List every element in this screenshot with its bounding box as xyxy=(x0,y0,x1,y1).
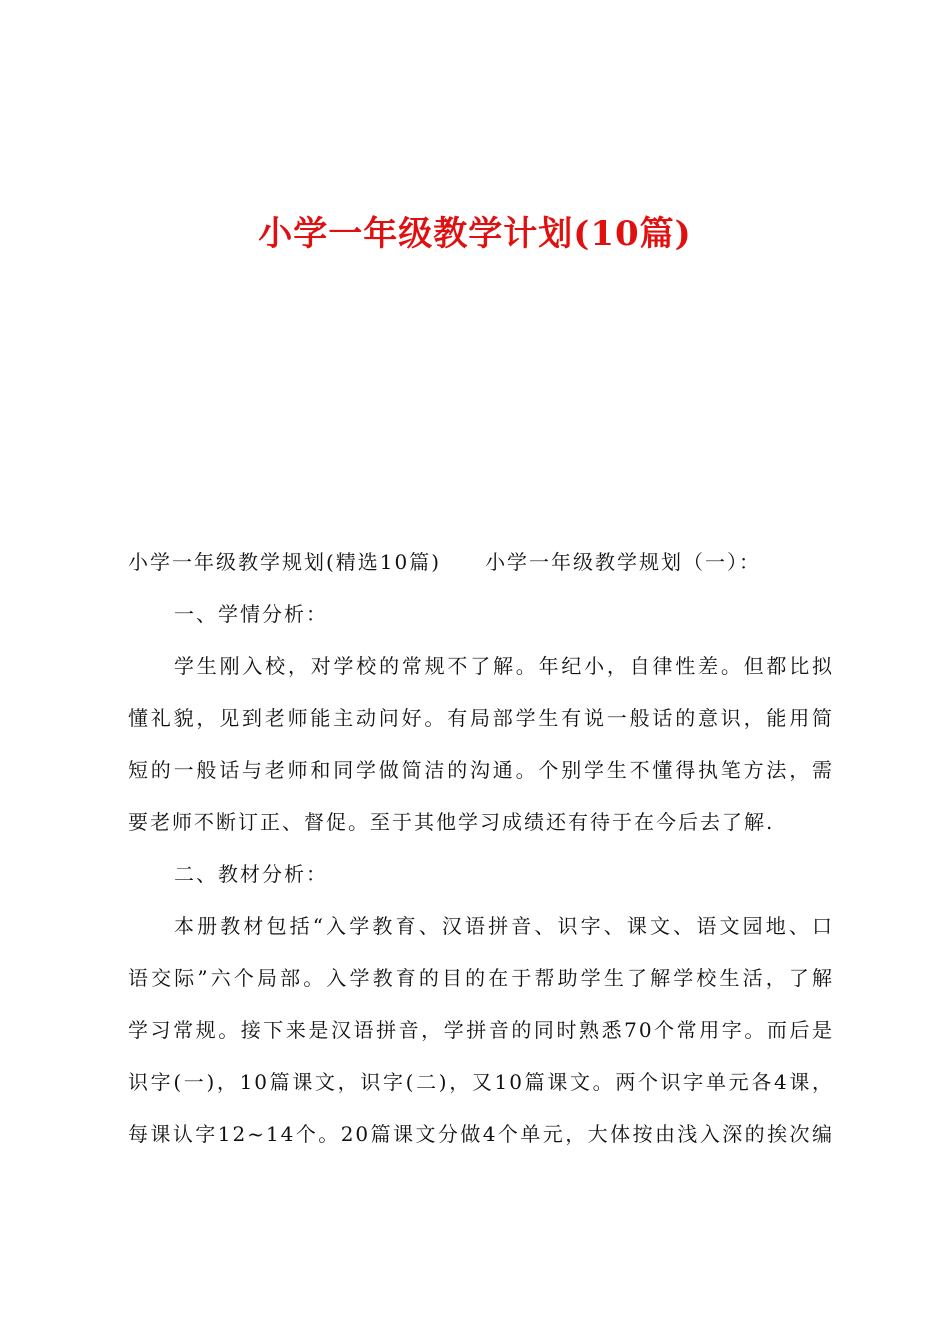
paragraph-line: 学生刚入校，对学校的常规不了解。年纪小，自律性差。但都比拟 xyxy=(174,654,834,678)
paragraph-line: 本册教材包括“入学教育、汉语拼音、识字、课文、语文园地、口 xyxy=(174,914,834,938)
paragraph-line: 语交际”六个局部。入学教育的目的在于帮助学生了解学校生活，了解 xyxy=(128,966,834,990)
paragraph-line: 短的一般话与老师和同学做简洁的沟通。个别学生不懂得执笔方法，需 xyxy=(128,758,834,782)
paragraph-line: 懂礼貌，见到老师能主动问好。有局部学生有说一般话的意识，能用简 xyxy=(128,706,834,730)
section-one-heading: 小学一年级教学规划（一）： xyxy=(485,550,762,574)
document-title: 小学一年级教学计划(10篇) xyxy=(258,214,692,254)
intro-line xyxy=(128,548,834,576)
paragraph-line: 学习常规。接下来是汉语拼音，学拼音的同时熟悉70个常用字。而后是 xyxy=(128,1018,834,1042)
collection-title: 小学一年级教学规划(精选10篇) xyxy=(128,550,442,574)
paragraph-line: 每课认字12~14个。20篇课文分做4个单元，大体按由浅入深的挨次编 xyxy=(128,1122,834,1146)
heading-student-analysis: 一、学情分析： xyxy=(174,602,328,626)
heading-textbook-analysis: 二、教材分析： xyxy=(174,862,328,886)
paragraph-line: 识字(一)，10篇课文，识字(二)，又10篇课文。两个识字单元各4课， xyxy=(128,1070,834,1094)
paragraph-line: 要老师不断订正、督促。至于其他学习成绩还有待于在今后去了解. xyxy=(128,810,775,834)
